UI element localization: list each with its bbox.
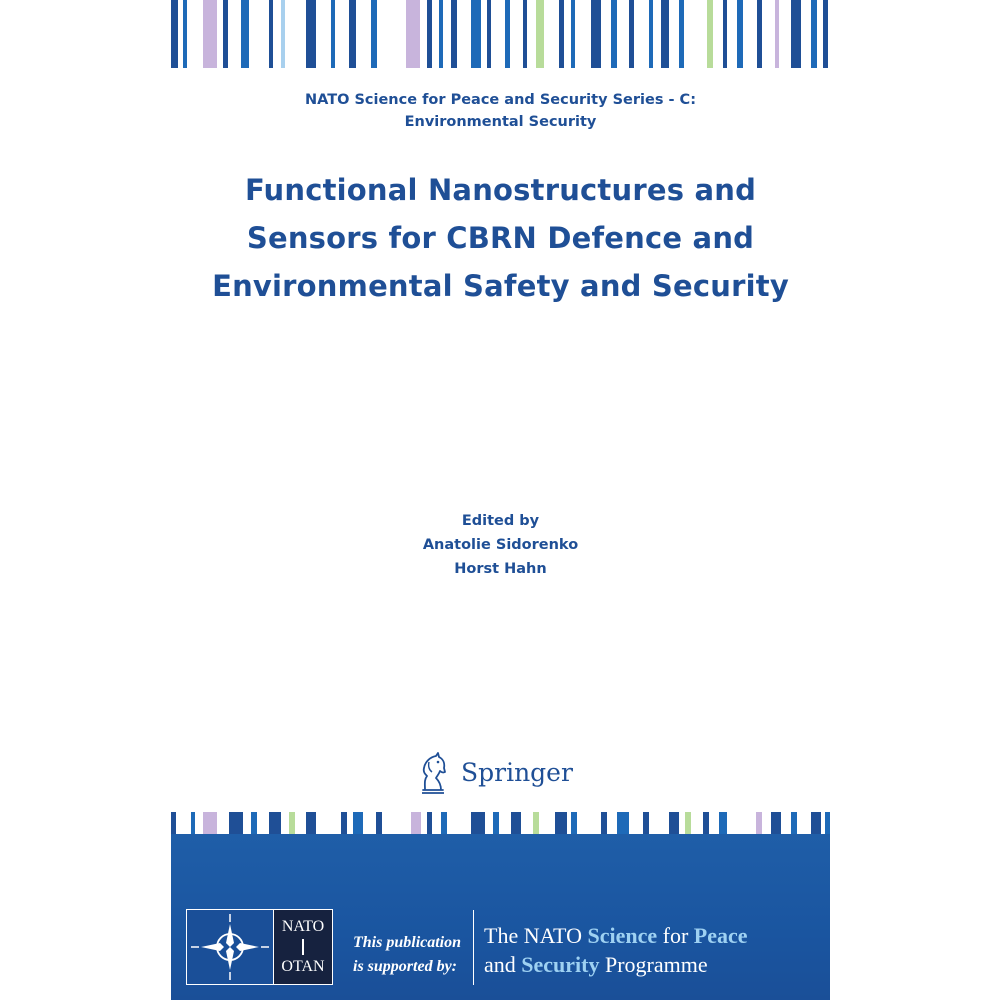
editors-block: [171, 509, 830, 581]
decorative-stripe: [349, 0, 356, 68]
decorative-stripe: [771, 812, 781, 834]
decorative-stripe: [571, 812, 577, 834]
programme-security: Security: [521, 952, 600, 977]
otan-word: OTAN: [281, 958, 325, 975]
decorative-stripe: [791, 0, 801, 68]
decorative-stripe: [406, 0, 420, 68]
decorative-stripe: [371, 0, 377, 68]
band-divider: [473, 910, 474, 985]
decorative-stripe: [171, 0, 178, 68]
supported-by-text: [353, 931, 461, 979]
series-title: [171, 89, 830, 133]
decorative-stripe: [223, 0, 228, 68]
programme-line-2: [484, 950, 748, 979]
decorative-stripe: [617, 812, 629, 834]
programme-and: and: [484, 952, 522, 977]
publisher-name: Springer: [461, 757, 573, 787]
decorative-stripe: [791, 812, 797, 834]
book-cover: [171, 0, 830, 1000]
programme-science: Science: [587, 923, 658, 948]
decorative-stripe: [306, 0, 316, 68]
decorative-stripe: [707, 0, 713, 68]
decorative-stripe: [601, 812, 607, 834]
decorative-stripe: [533, 812, 539, 834]
editor-name-2: Horst Hahn: [454, 561, 547, 577]
programme-programme: Programme: [599, 952, 708, 977]
decorative-stripe: [487, 0, 491, 68]
decorative-stripe: [191, 812, 195, 834]
nato-separator: [302, 939, 304, 955]
programme-line-1: [484, 921, 748, 950]
decorative-stripe: [439, 0, 443, 68]
decorative-stripe: [723, 0, 727, 68]
decorative-stripe: [679, 0, 684, 68]
title-line-2: Sensors for CBRN Defence and: [246, 221, 755, 255]
nato-compass-rose-icon: [187, 910, 274, 984]
decorative-stripe: [306, 812, 316, 834]
series-line-1: NATO Science for Peace and Security Series - C:: [304, 92, 697, 108]
decorative-stripe: [555, 812, 567, 834]
decorative-stripe: [203, 0, 217, 68]
decorative-stripe: [241, 0, 249, 68]
nato-word: NATO: [281, 918, 325, 935]
decorative-stripe: [611, 0, 617, 68]
decorative-stripe: [451, 0, 457, 68]
decorative-stripe: [289, 812, 295, 834]
springer-horse-logo-icon: [415, 750, 451, 794]
decorative-stripe: [171, 812, 176, 834]
decorative-stripe: [825, 812, 830, 834]
decorative-stripe: [427, 812, 432, 834]
decorative-stripe: [559, 0, 564, 68]
decorative-stripe: [685, 812, 691, 834]
decorative-stripe: [251, 812, 257, 834]
decorative-stripe: [511, 812, 521, 834]
nato-otan-emblem: [186, 909, 333, 985]
decorative-stripe: [269, 0, 273, 68]
decorative-stripe: [661, 0, 669, 68]
supported-line-2: is supported by:: [353, 958, 457, 975]
decorative-stripe: [376, 812, 382, 834]
title-line-3: Environmental Safety and Security: [212, 269, 789, 303]
title-line-1: Functional Nanostructures and: [244, 173, 757, 207]
decorative-stripe: [493, 812, 499, 834]
decorative-stripe: [471, 812, 485, 834]
decorative-stripe: [183, 0, 187, 68]
editor-name-1: Anatolie Sidorenko: [422, 537, 579, 553]
decorative-stripe: [331, 0, 335, 68]
programme-for: for: [657, 923, 694, 948]
supported-line-1: This publication: [353, 934, 462, 951]
decorative-stripe: [643, 812, 649, 834]
nato-programme-band: [171, 834, 830, 1000]
decorative-stripe: [427, 0, 432, 68]
decorative-stripe: [811, 0, 817, 68]
decorative-stripe: [703, 812, 709, 834]
programme-peace: Peace: [693, 923, 748, 948]
decorative-stripe: [649, 0, 653, 68]
decorative-stripe: [719, 812, 727, 834]
decorative-stripe: [353, 812, 363, 834]
decorative-stripe: [571, 0, 575, 68]
book-title: [171, 166, 830, 310]
publisher-logo-block: [415, 750, 573, 794]
decorative-stripe: [775, 0, 779, 68]
decorative-stripe: [591, 0, 601, 68]
decorative-stripe: [411, 812, 421, 834]
decorative-stripe: [536, 0, 544, 68]
programme-the-nato: The NATO: [484, 923, 588, 948]
decorative-stripe: [669, 812, 679, 834]
decorative-stripe: [471, 0, 481, 68]
decorative-stripe: [441, 812, 447, 834]
series-line-2: Environmental Security: [404, 114, 597, 130]
decorative-stripe: [737, 0, 743, 68]
decorative-stripe: [811, 812, 821, 834]
bottom-stripe-pattern: [171, 812, 830, 834]
decorative-stripe: [823, 0, 828, 68]
decorative-stripe: [756, 812, 762, 834]
decorative-stripe: [341, 812, 347, 834]
programme-name: [484, 921, 748, 979]
decorative-stripe: [757, 0, 762, 68]
decorative-stripe: [629, 0, 634, 68]
decorative-stripe: [523, 0, 527, 68]
decorative-stripe: [281, 0, 285, 68]
nato-otan-text-box: [274, 910, 332, 984]
decorative-stripe: [203, 812, 217, 834]
edited-by-label: Edited by: [461, 513, 540, 529]
decorative-stripe: [269, 812, 281, 834]
decorative-stripe: [229, 812, 243, 834]
top-stripe-pattern: [171, 0, 830, 68]
decorative-stripe: [505, 0, 510, 68]
